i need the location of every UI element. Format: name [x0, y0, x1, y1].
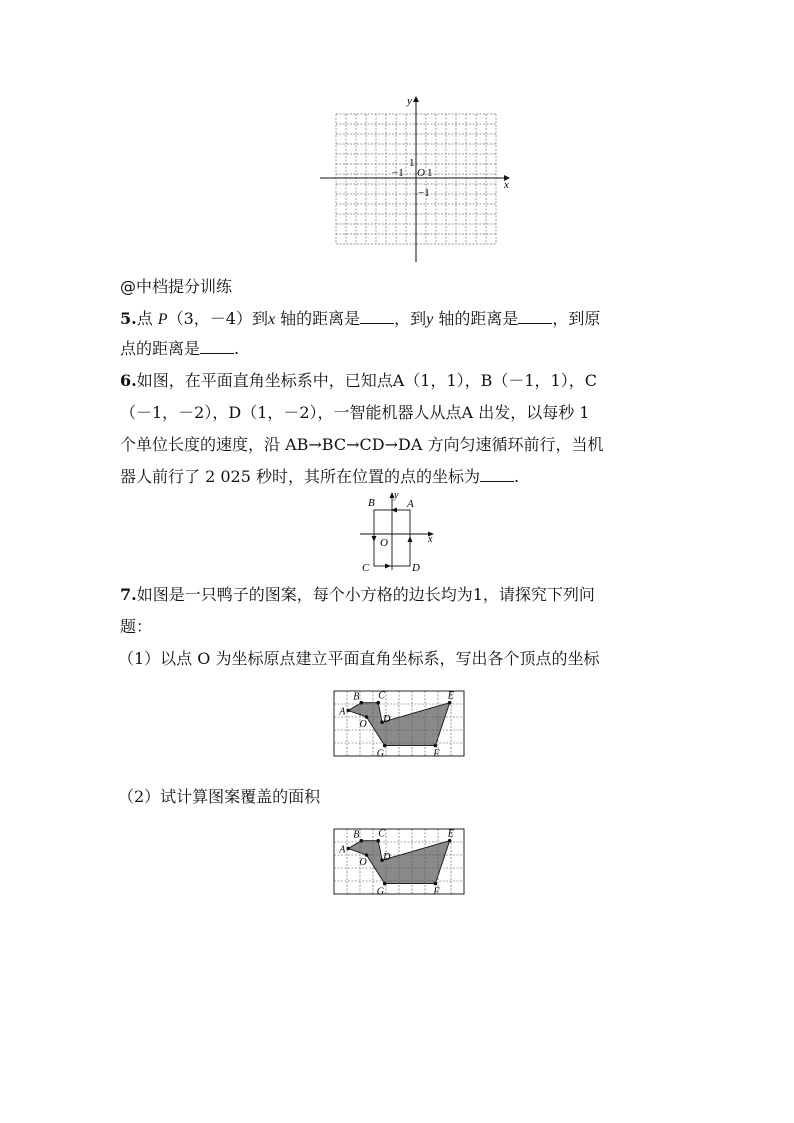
vertex-label-b: B — [353, 829, 360, 841]
tick-label-neg-one-x: −1 — [392, 167, 404, 179]
vertex-f — [434, 744, 438, 748]
section-heading: @中档提分训练 — [120, 277, 233, 296]
answer-blank-robot-position[interactable] — [480, 467, 514, 482]
vertex-label-e: E — [447, 828, 454, 840]
question-5-line-2: 点的距离是 . — [120, 339, 240, 358]
robot-path-figure — [356, 490, 444, 576]
tick-label-neg-one-y: −1 — [418, 187, 430, 199]
vertex-label-d: D — [383, 714, 391, 726]
vertex-label-c: C — [378, 828, 385, 840]
question-7-number: 7. — [120, 585, 137, 604]
question-7-part-2: （2）试计算图案覆盖的面积 — [118, 787, 321, 806]
question-7-line-1: 7.如图是一只鸭子的图案，每个小方格的边长均为1，请探究下列问 — [120, 585, 595, 604]
vertex-label-a: A — [339, 844, 346, 856]
vertex-f — [434, 882, 438, 886]
duck-figure-2 — [330, 818, 470, 902]
question-7-part-1: （1）以点 O 为坐标原点建立平面直角坐标系，写出各个顶点的坐标 — [118, 649, 600, 668]
y-axis-label: y — [407, 95, 412, 107]
question-6-line-1: 6.如图，在平面直角坐标系中，已知点A（1，1），B（－1，1），C — [120, 371, 597, 390]
arrow-bc — [372, 536, 377, 542]
point-label-o: O — [380, 537, 388, 549]
question-6-line-3: 个单位长度的速度，沿 AB→BC→CD→DA 方向匀速循环前行，当机 — [120, 435, 604, 454]
answer-blank-y-distance[interactable] — [518, 309, 552, 324]
tick-label-one-y: 1 — [409, 157, 415, 169]
point-label-y: y — [394, 490, 399, 501]
question-6-line-2: （－1，－2），D（1，－2），一智能机器人从点A 出发，以每秒 1 — [120, 403, 590, 422]
question-5-number: 5. — [120, 309, 137, 328]
y-axis-arrow — [413, 96, 419, 102]
vertex-label-g: G — [376, 748, 384, 760]
vertex-g — [383, 882, 387, 886]
vertex-label-g: G — [376, 886, 384, 898]
vertex-label-f: F — [433, 886, 440, 898]
point-label-a: A — [407, 498, 414, 510]
x-axis-label: x — [504, 179, 509, 191]
vertex-label-o: O — [359, 719, 367, 730]
answer-blank-origin-distance[interactable] — [200, 339, 234, 354]
coordinate-grid-figure — [318, 94, 514, 264]
tick-label-one-x: 1 — [427, 167, 433, 179]
question-7-line-2: 题： — [120, 617, 153, 636]
vertex-label-c: C — [378, 690, 385, 702]
vertex-label-a: A — [339, 706, 346, 718]
arrow-da — [408, 536, 413, 542]
question-5-line-1: 5.点 P（3，－4）到x 轴的距离是 ，到y 轴的距离是 ，到原 — [120, 309, 601, 328]
vertex-label-d: D — [383, 852, 391, 864]
duck-figure-1 — [330, 680, 470, 762]
vertex-a — [347, 847, 351, 851]
point-label-c: C — [362, 562, 370, 574]
point-label-d: D — [412, 562, 420, 574]
answer-blank-x-distance[interactable] — [360, 309, 394, 324]
point-label-x: x — [428, 534, 433, 545]
vertex-b — [360, 839, 364, 843]
arrow-cd — [385, 564, 391, 569]
question-6-number: 6. — [120, 371, 137, 390]
vertex-g — [383, 744, 387, 748]
vertex-b — [360, 701, 364, 705]
question-6-line-4: 器人前行了 2 025 秒时，其所在位置的点的坐标为 . — [120, 467, 520, 486]
vertex-label-o: O — [359, 857, 367, 868]
vertex-label-b: B — [353, 691, 360, 703]
vertex-label-f: F — [433, 748, 440, 760]
tick-label-origin: O — [417, 167, 425, 179]
point-label-b: B — [368, 497, 375, 509]
vertex-a — [347, 709, 351, 713]
vertex-label-e: E — [447, 690, 454, 702]
